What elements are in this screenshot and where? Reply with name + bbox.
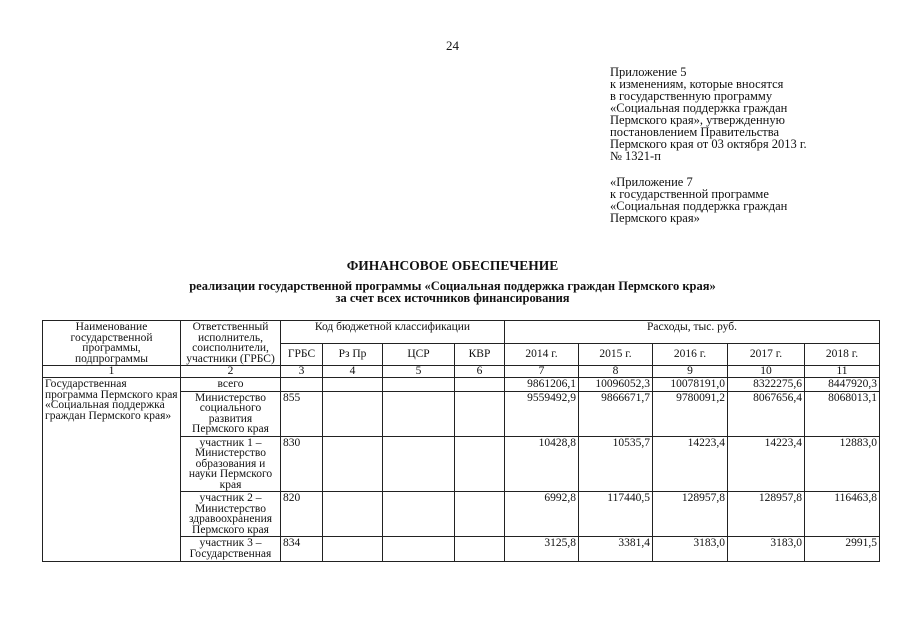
annex-line: «Приложение 7 [610,175,693,189]
value-cell: 6992,8 [505,492,579,537]
header-expenses: Расходы, тыс. руб. [505,321,880,344]
value-cell: 10096052,3 [579,378,653,392]
program-name-cell: Государственная программа Пермского края «Социальная поддержка граждан Пермского края» [43,378,181,562]
annex-line: Пермского края» [610,211,700,225]
kvr-cell [455,492,505,537]
financing-table [42,320,880,562]
subtitle-line: реализации государственной программы «Социальная поддержка граждан Пермского края» [189,279,716,293]
value-cell: 12883,0 [805,436,880,492]
grbs-cell [281,378,323,392]
rzpr-cell [323,492,383,537]
kvr-cell [455,391,505,436]
rzpr-cell [323,537,383,562]
value-cell: 116463,8 [805,492,880,537]
value-cell: 9861206,1 [505,378,579,392]
table-row [43,378,880,392]
value-cell: 8322275,6 [728,378,805,392]
column-index-row [43,366,880,378]
value-cell: 3381,4 [579,537,653,562]
value-cell: 128957,8 [728,492,805,537]
rzpr-cell [323,436,383,492]
rzpr-cell [323,391,383,436]
value-cell: 9780091,2 [653,391,728,436]
header-grbs: ГРБС [281,343,323,366]
value-cell: 3183,0 [653,537,728,562]
column-index: 5 [383,366,455,378]
value-cell: 3125,8 [505,537,579,562]
table-header-row [43,321,880,344]
grbs-cell: 834 [281,537,323,562]
header-budget-classification: Код бюджетной классификации [281,321,505,344]
value-cell: 128957,8 [653,492,728,537]
grbs-cell: 820 [281,492,323,537]
header-responsible: Ответственный исполнитель, соисполнители, участники (ГРБС) [181,321,281,366]
header-year: 2015 г. [579,343,653,366]
responsible-cell [181,537,281,562]
value-cell: 117440,5 [579,492,653,537]
column-index: 3 [281,366,323,378]
value-cell: 10078191,0 [653,378,728,392]
rzpr-cell [323,378,383,392]
column-index: 6 [455,366,505,378]
page-number: 24 [446,38,459,53]
value-cell: 8447920,3 [805,378,880,392]
value-cell: 8068013,1 [805,391,880,436]
header-year: 2014 г. [505,343,579,366]
value-cell: 9866671,7 [579,391,653,436]
column-index: 9 [653,366,728,378]
subtitle-line: за счет всех источников финансирования [335,291,570,305]
csr-cell [383,436,455,492]
column-index: 7 [505,366,579,378]
annex-line: к изменениям, которые вносятся [610,77,784,91]
annex-line: постановлением Правительства [610,125,780,139]
value-cell: 14223,4 [728,436,805,492]
value-cell: 14223,4 [653,436,728,492]
kvr-cell [455,436,505,492]
header-year: 2017 г. [728,343,805,366]
csr-cell [383,378,455,392]
grbs-cell: 855 [281,391,323,436]
annex-line: «Социальная поддержка граждан [610,199,788,213]
header-rzpr: Рз Пр [323,343,383,366]
document-subtitle [0,280,905,304]
grbs-cell: 830 [281,436,323,492]
value-cell: 2991,5 [805,537,880,562]
value-cell: 10428,8 [505,436,579,492]
csr-cell [383,537,455,562]
value-cell: 10535,7 [579,436,653,492]
column-index: 4 [323,366,383,378]
header-kvr: КВР [455,343,505,366]
value-cell: 3183,0 [728,537,805,562]
annex-line: Пермского края от 03 октября 2013 г. [610,137,807,151]
annex-line: к государственной программе [610,187,769,201]
annex-header [610,66,807,224]
responsible-cell: всего [181,378,281,392]
responsible-text: участник 3 – Государственная [189,538,272,560]
responsible-cell: Министерство социального развития Пермского края [181,391,281,436]
responsible-cell: участник 1 – Министерство образования и науки Пермского края [181,436,281,492]
column-index: 10 [728,366,805,378]
column-index: 8 [579,366,653,378]
value-cell: 8067656,4 [728,391,805,436]
annex-line: Пермского края», утвержденную [610,113,785,127]
column-index: 11 [805,366,880,378]
header-year: 2016 г. [653,343,728,366]
value-cell: 9559492,9 [505,391,579,436]
kvr-cell [455,537,505,562]
csr-cell [383,391,455,436]
document-title: ФИНАНСОВОЕ ОБЕСПЕЧЕНИЕ [346,258,559,273]
csr-cell [383,492,455,537]
column-index: 1 [43,366,181,378]
header-year: 2018 г. [805,343,880,366]
column-index: 2 [181,366,281,378]
annex-line: Приложение 5 [610,65,687,79]
header-csr: ЦСР [383,343,455,366]
kvr-cell [455,378,505,392]
responsible-cell: участник 2 – Министерство здравоохранения Пермского края [181,492,281,537]
annex-line: «Социальная поддержка граждан [610,101,788,115]
annex-line: в государственную программу [610,89,773,103]
annex-line: № 1321-п [610,149,661,163]
header-name: Наименование государственной программы, подпрограммы [43,321,181,366]
